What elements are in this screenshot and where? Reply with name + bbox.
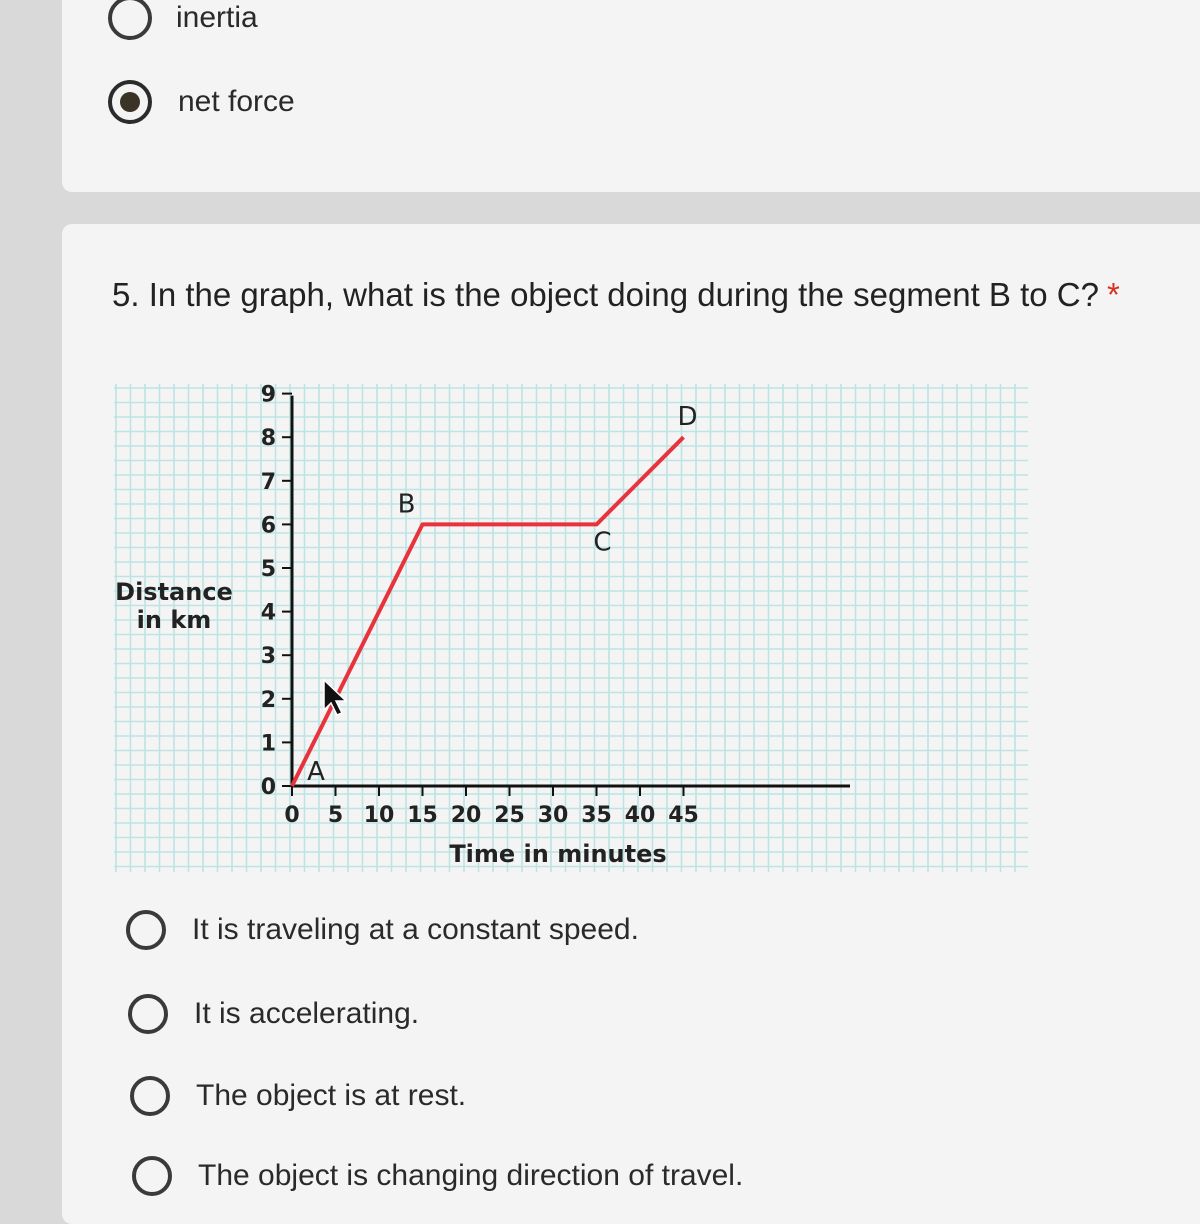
y-tick-label: 7 [260,469,276,495]
y-tick-label: 4 [260,600,276,626]
y-tick-label: 9 [260,382,276,408]
option-net-force[interactable] [108,80,295,124]
option-label: It is traveling at a constant speed. [192,913,639,946]
option-label: inertia [176,1,258,34]
option-label: The object is changing direction of travel. [198,1159,744,1192]
radio-button[interactable] [132,1156,172,1196]
x-tick-label: 40 [624,803,656,828]
x-tick-label: 15 [407,803,438,828]
x-tick-label: 25 [494,803,525,828]
option-label: It is accelerating. [194,997,420,1030]
x-tick-label: 30 [537,803,569,828]
y-tick-label: 6 [260,513,276,539]
point-label: D [677,402,698,433]
radio-button[interactable] [108,0,152,40]
radio-button[interactable] [128,994,168,1034]
y-tick-label: 0 [260,775,276,800]
x-tick-label: 35 [581,803,612,828]
y-axis-title-line: Distance [115,578,233,606]
option-at-rest[interactable] [130,1076,466,1116]
point-label: C [593,527,612,558]
y-tick-label: 5 [260,557,276,582]
point-label: A [307,757,325,787]
y-axis-title-line: in km [136,606,212,634]
question-text: 5. In the graph, what is the object doing during the segment B to C? [112,276,1099,313]
radio-button-selected[interactable] [108,80,152,124]
y-tick-label: 2 [260,687,276,713]
x-axis-title: Time in minutes [449,840,667,868]
x-tick-label: 20 [450,803,482,828]
question-title [112,276,1120,314]
required-asterisk: * [1106,276,1120,313]
radio-button[interactable] [130,1076,170,1116]
point-label: B [397,489,416,520]
x-tick-label: 10 [363,803,395,828]
x-tick-label: 5 [327,803,344,828]
x-tick-label: 45 [668,803,699,828]
option-constant-speed[interactable] [126,910,639,950]
y-tick-label: 8 [260,426,276,452]
option-label: The object is at rest. [196,1079,467,1112]
option-label: net force [178,85,295,118]
radio-button[interactable] [126,910,166,950]
option-inertia[interactable] [108,0,258,40]
option-changing-direction[interactable] [132,1156,743,1196]
distance-time-graph [108,378,1034,878]
y-tick-label: 3 [260,644,276,670]
x-tick-label: 0 [284,803,300,828]
option-accelerating[interactable] [128,994,419,1034]
y-tick-label: 1 [260,731,276,757]
chart-svg [108,378,1034,878]
